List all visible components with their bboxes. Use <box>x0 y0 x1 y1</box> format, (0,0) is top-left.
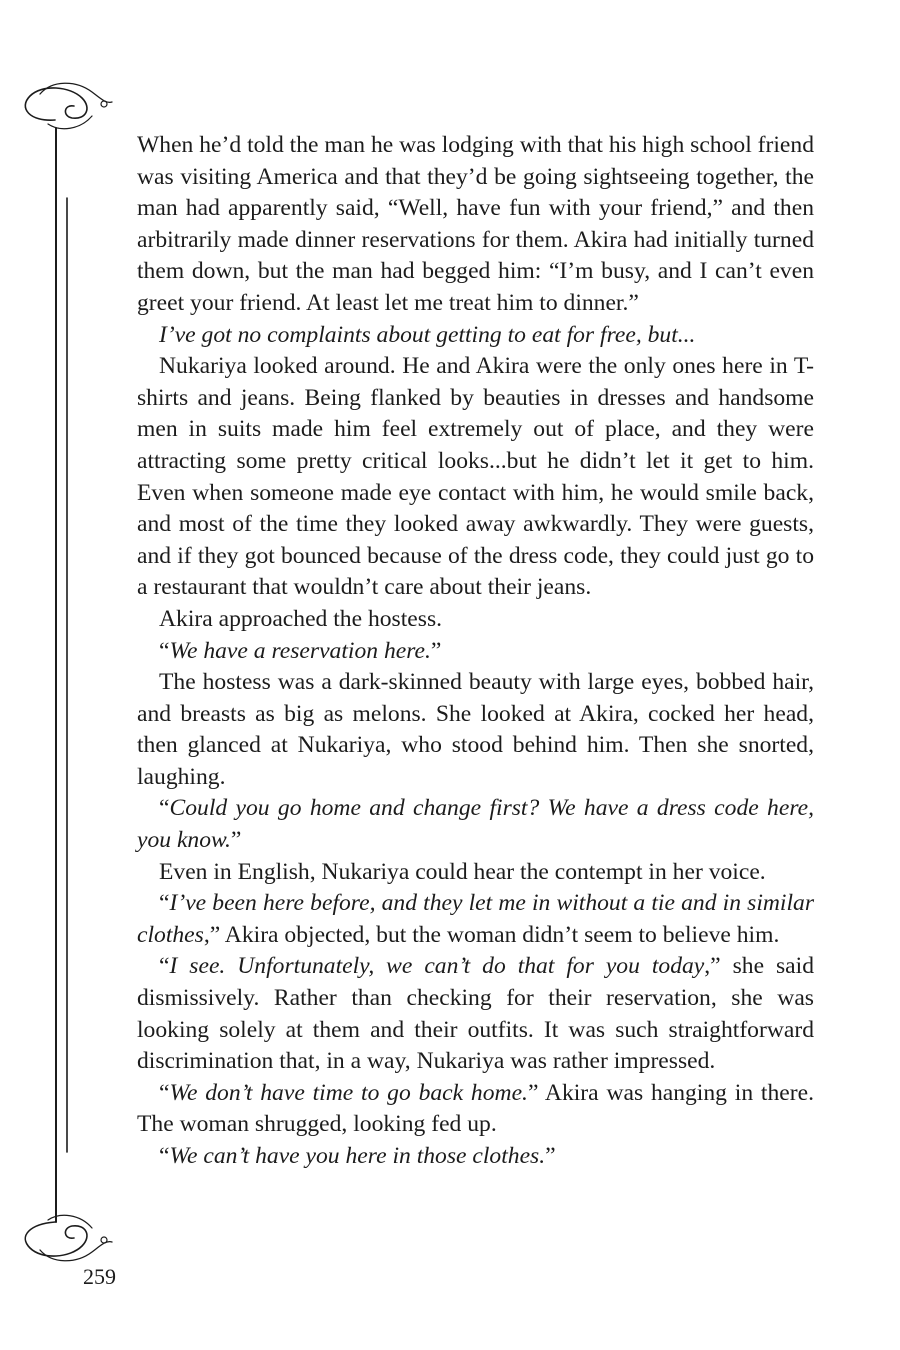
italic-run: I’ve got no complaints about getting to eat for free, but... <box>159 321 696 348</box>
italic-run: We have a reservation here. <box>169 637 431 664</box>
text-run: “ <box>159 1143 170 1169</box>
italic-run: I see. Unfortunately, we can’t do that for you today <box>169 953 705 980</box>
text-run: “ <box>159 637 170 664</box>
text-run: “ <box>159 795 170 822</box>
body-text <box>137 130 814 1173</box>
text-run: ,” she said dismissively. Rather than checking for their reservation, she was looking solely at them and their outfits. It was such straightforward discrimination that, in a way, Nukariya was rather impressed. <box>137 953 814 1075</box>
text-run: Even in English, Nukariya could hear the contempt in her voice. <box>159 858 766 885</box>
text-run: ” <box>430 637 442 664</box>
paragraph <box>137 1141 814 1173</box>
page-number: 259 <box>83 1264 116 1289</box>
paragraph <box>137 604 814 636</box>
page-border-ornament <box>0 0 140 1350</box>
text-run: “ <box>159 890 170 917</box>
text-run: “ <box>159 953 170 980</box>
text-run: When he’d told the man he was lodging with that his high school friend was visiting America and that they’d be going sightseeing together, the man had apparently said, “Well, have fun with your friend,” and then arbitrarily made dinner reservations for them. Akira had initially turned them down, but the man had begged him: “I’m busy, and I can’t even greet your friend. At least let me treat him to dinner.” <box>137 132 814 316</box>
text-run: ” <box>545 1143 556 1169</box>
text-run: ” Akira was hanging in there. The woman shrugged, looking fed up. <box>137 1079 814 1138</box>
paragraph <box>137 951 814 1077</box>
bottom-flourish-ornament <box>25 1215 112 1260</box>
paragraph <box>137 351 814 604</box>
paragraph <box>137 130 814 320</box>
paragraph <box>137 1078 814 1141</box>
text-run: Nukariya looked around. He and Akira were the only ones here in T-shirts and jeans. Being flanked by beauties in dresses and handsome men in suits made him feel extremely out of place, and they were attracting some pretty critical looks...but he didn’t let it get to him. Even when someone made eye contact with him, he would smile back, and most of the time they looked away awkwardly. They were guests, and if they got bounced because of the dress code, they could just go to a restaurant that wouldn’t care about their jeans. <box>137 353 814 601</box>
paragraph <box>137 320 814 352</box>
italic-run: Could you go home and change first? We have a dress code here, you know. <box>137 795 814 854</box>
italic-run: We don’t have time to go back home. <box>169 1079 528 1106</box>
text-run: ” <box>230 827 242 854</box>
paragraph <box>137 667 814 793</box>
text-run: The hostess was a dark-skinned beauty with large eyes, bobbed hair, and breasts as big as melons. She looked at Akira, cocked her head, then glanced at Nukariya, who stood behind him. Then she snorted, laughing. <box>137 669 814 790</box>
text-run: “ <box>159 1079 170 1106</box>
italic-run: I’ve been here before, and they let me in without a tie and in similar clothes <box>137 890 814 948</box>
text-run: Akira approached the hostess. <box>159 605 443 632</box>
paragraph <box>137 793 814 856</box>
paragraph <box>137 888 814 951</box>
italic-run: We can’t have you here in those clothes. <box>169 1143 546 1169</box>
text-run: ,” Akira objected, but the woman didn’t seem to believe him. <box>203 921 780 948</box>
paragraph <box>137 636 814 668</box>
paragraph <box>137 857 814 889</box>
top-flourish-ornament <box>25 83 112 128</box>
